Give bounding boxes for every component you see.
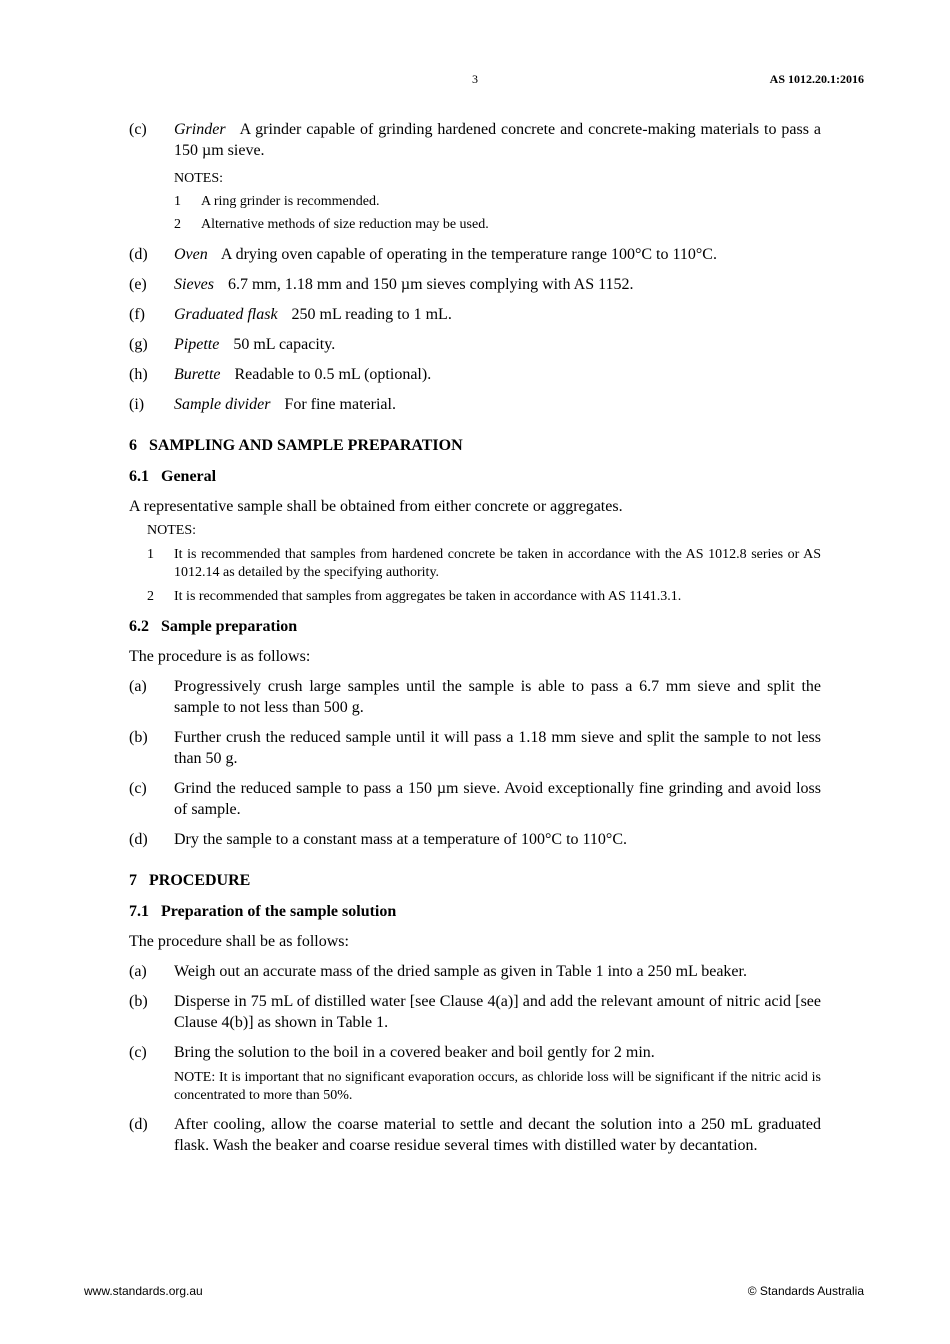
note-number: 2 (147, 589, 154, 604)
step-label: (b) (129, 729, 148, 746)
item-label: (d) (129, 246, 148, 263)
procedure-step (129, 1114, 821, 1156)
step-label: (c) (129, 1044, 147, 1061)
item-text: For fine material. (284, 396, 396, 413)
step-text: Weigh out an accurate mass of the dried sample as given in Table 1 into a 250 mL beaker. (174, 963, 747, 980)
standard-id: AS 1012.20.1:2016 (769, 72, 864, 86)
item-term: Graduated flask (174, 306, 278, 323)
step-label: (a) (129, 678, 147, 695)
step-text: Dry the sample to a constant mass at a temperature of 100°C to 110°C. (174, 831, 627, 848)
procedure-step (129, 778, 821, 820)
step-label: (c) (129, 780, 147, 797)
section-6-heading: 6 SAMPLING AND SAMPLE PREPARATION (129, 437, 463, 454)
item-text: 6.7 mm, 1.18 mm and 150 µm sieves complying with AS 1152. (227, 276, 634, 293)
procedure-step (129, 676, 821, 718)
procedure-step (129, 1042, 821, 1105)
step-label: (d) (129, 1116, 148, 1133)
section-7-1-heading: 7.1 Preparation of the sample solution (129, 903, 397, 920)
step-label: (d) (129, 831, 148, 848)
item-label: (h) (129, 366, 148, 383)
note-text: A ring grinder is recommended. (201, 194, 380, 209)
step-text: Further crush the reduced sample until it will pass a 1.18 mm sieve and split the sample to not less than 50 g. (174, 729, 821, 767)
section-6-1-notes-header: NOTES: (147, 523, 196, 538)
item-label: (f) (129, 306, 145, 323)
note-text: It is recommended that samples from hardened concrete be taken in accordance with the AS 1012.8 series or AS 1012.14 as detailed by the specifying authority. (174, 547, 821, 580)
item-term: Grinder (174, 121, 226, 138)
section-6-1-note (129, 588, 821, 606)
item-term: Burette (174, 366, 221, 383)
step-label: (a) (129, 963, 147, 980)
step-text: Progressively crush large samples until the sample is able to pass a 6.7 mm sieve and split the sample to not less than 500 g. (174, 678, 821, 716)
item-term: Oven (174, 246, 208, 263)
item-term: Pipette (174, 336, 220, 353)
apparatus-item-pipette (129, 334, 821, 355)
step-note: NOTE: It is important that no significant evaporation occurs, as chloride loss will be significant if the nitric acid is concentrated to more than 50%. (174, 1070, 821, 1103)
grinder-note (129, 216, 821, 234)
section-6-2-heading: 6.2 Sample preparation (129, 618, 298, 635)
step-text: Grind the reduced sample to pass a 150 µm sieve. Avoid exceptionally fine grinding and avoid loss of sample. (174, 780, 821, 818)
item-label: (i) (129, 396, 145, 413)
section-6-1-text: A representative sample shall be obtained from either concrete or aggregates. (129, 498, 623, 515)
step-text: Bring the solution to the boil in a covered beaker and boil gently for 2 min. (174, 1044, 655, 1061)
page-number: 3 (472, 72, 478, 86)
footer-copyright: © Standards Australia (747, 1284, 864, 1298)
item-label: (e) (129, 276, 147, 293)
apparatus-item-sample-divider (129, 394, 821, 415)
procedure-step (129, 727, 821, 769)
grinder-notes-header: NOTES: (174, 171, 223, 186)
page-content (129, 119, 821, 1165)
note-number: 2 (174, 217, 181, 232)
note-text: It is recommended that samples from aggregates be taken in accordance with AS 1141.3.1. (174, 589, 682, 604)
apparatus-item-grinder (129, 119, 821, 161)
section-6-1-note (129, 546, 821, 582)
item-label: (g) (129, 336, 148, 353)
procedure-step (129, 961, 821, 982)
apparatus-item-graduated-flask (129, 304, 821, 325)
footer-website: www.standards.org.au (84, 1284, 203, 1298)
item-text: A grinder capable of grinding hardened concrete and concrete-making materials to pass a 150 µm sieve. (174, 121, 821, 159)
step-text: Disperse in 75 mL of distilled water [see Clause 4(a)] and add the relevant amount of nitric acid [see Clause 4(b)] as shown in Table 1. (174, 993, 821, 1031)
apparatus-item-oven (129, 244, 821, 265)
item-text: Readable to 0.5 mL (optional). (234, 366, 432, 383)
section-6-2-intro: The procedure is as follows: (129, 648, 311, 665)
section-7-1-intro: The procedure shall be as follows: (129, 933, 349, 950)
section-7-heading: 7 PROCEDURE (129, 872, 251, 889)
note-number: 1 (147, 547, 154, 562)
item-text: A drying oven capable of operating in the temperature range 100°C to 110°C. (220, 246, 717, 263)
item-label: (c) (129, 121, 147, 138)
note-number: 1 (174, 194, 181, 209)
step-text: After cooling, allow the coarse material to settle and decant the solution into a 250 mL graduated flask. Wash the beaker and coarse residue several times with distilled water by decantation. (174, 1116, 821, 1154)
apparatus-item-burette (129, 364, 821, 385)
item-text: 250 mL reading to 1 mL. (291, 306, 452, 323)
item-term: Sieves (174, 276, 214, 293)
apparatus-item-sieves (129, 274, 821, 295)
procedure-step (129, 991, 821, 1033)
grinder-note (129, 193, 821, 211)
note-text: Alternative methods of size reduction may be used. (201, 217, 489, 232)
section-6-1-heading: 6.1 General (129, 468, 217, 485)
item-term: Sample divider (174, 396, 271, 413)
procedure-step (129, 829, 821, 850)
item-text: 50 mL capacity. (233, 336, 336, 353)
step-label: (b) (129, 993, 148, 1010)
